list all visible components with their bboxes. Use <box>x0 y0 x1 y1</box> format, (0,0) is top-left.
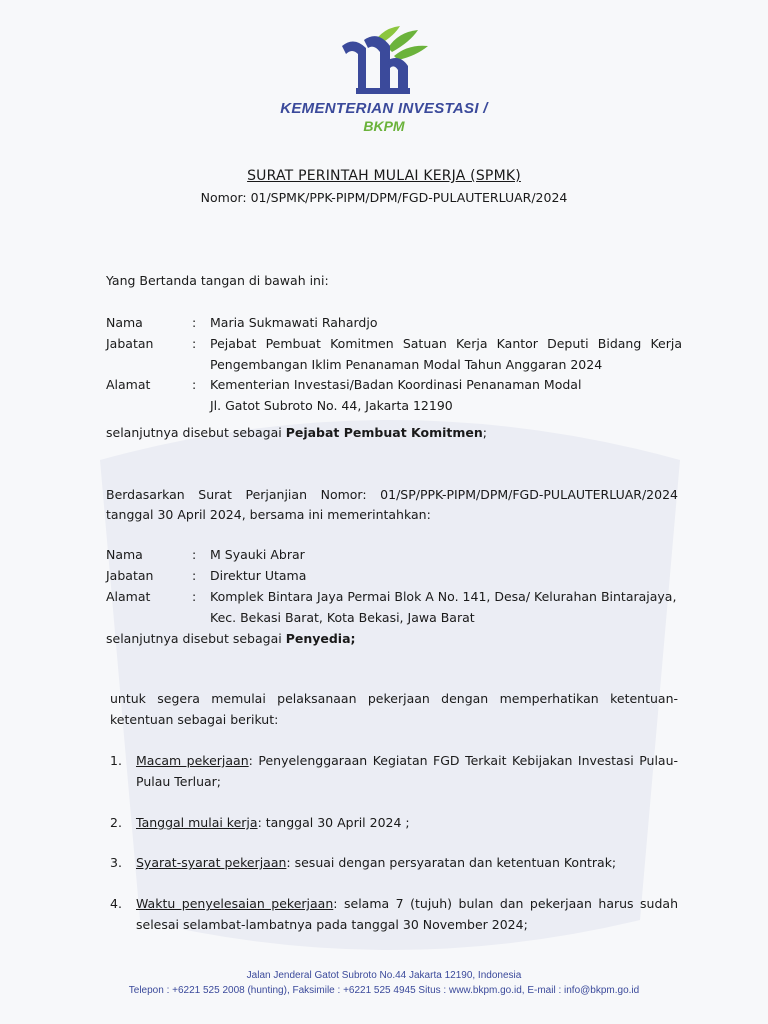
official-address-line1: Kementerian Investasi/Badan Koordinasi Penanaman Modal <box>210 377 582 392</box>
letter-page: KEMENTERIAN INVESTASI / BKPM SURAT PERINTAH MULAI KERJA (SPMK) Nomor: 01/SPMK/PPK-PIPM/DPM/FGD-PULAUTERLUAR/2024 Yang Bertanda tangan di bawah ini: Nama : Maria Sukmawati Rahardjo Jabatan : Pejabat Pembuat Komitmen Satuan Kerja Kantor Deputi Bidang Kerja Pengembangan Iklim Penanaman Modal Tahun Anggaran 2024 Alamat : Kementerian Investasi/Badan Koordinasi Penanaman Modal Jl. Gatot Subroto No. 44, Jakarta 12190 selanjutnya disebut sebagai Pejabat Pembuat Komitmen; Berdasarkan Surat Perjanjian Nomor: 01/SP/PPK-PIPM/DPM/FGD-PULAUTERLUAR/2024 tanggal 30 April 2024, bersama ini memerintahkan: Nama : M Syauki Abrar Jabatan : Direktur Utama Alamat : Komplek Bintara Jaya Permai Blok A No. 141, Desa/ Kelurahan Bintarajaya, Kec. Bekasi Barat, Kota Bekasi, Jawa Barat selanjutnya disebut sebagai Penyedia; untuk segera memulai pelaksanaan pekerjaan dengan memperhatikan ketentuan- ketentuan sebagai berikut: 1. Macam pekerjaan: Penyelenggaraan Kegiatan FGD Terkait Kebijakan Investasi Pulau- Pulau Terluar; 2. Tanggal mulai kerja: tanggal 30 April 2024 ; 3. Syarat-syarat pekerjaan: sesuai dengan persyaratan dan ketentuan Kontrak; 4. Waktu penyelesaian pekerjaan: selama 7 (tujuh) bulan dan pekerjaan harus sudah selesai selambat-lambatnya pada tanggal 30 November 2024; Jalan Jenderal Gatot Subroto No.44 Jakarta 12190, Indonesia Telepon : +6221 525 2008 (hunting), Faksimile : +6221 525 4945 Situs : www.bkpm.go.id, E-mail : info@bkpm.go.id <box>0 0 768 1024</box>
official-position-line2: Pengembangan Iklim Penanaman Modal Tahun Anggaran 2024 <box>210 357 603 372</box>
official-reference: selanjutnya disebut sebagai Pejabat Pembuat Komitmen; <box>106 425 487 440</box>
official-address-line2: Jl. Gatot Subroto No. 44, Jakarta 12190 <box>210 398 453 413</box>
intro-text: Yang Bertanda tangan di bawah ini: <box>106 273 329 288</box>
document-title: SURAT PERINTAH MULAI KERJA (SPMK) <box>247 168 521 184</box>
label: Alamat <box>106 589 151 604</box>
footer-contact: Telepon : +6221 525 2008 (hunting), Faksimile : +6221 525 4945 Situs : www.bkpm.go.id, E-mail : info@bkpm.go.id <box>128 985 640 996</box>
label: Jabatan <box>106 336 154 351</box>
item-term: Syarat-syarat pekerjaan <box>136 855 287 870</box>
label: Jabatan <box>106 568 154 583</box>
instruction-line2: ketentuan sebagai berikut: <box>110 712 279 727</box>
basis-line1: Berdasarkan Surat Perjanjian Nomor: 01/SP/PPK-PIPM/DPM/FGD-PULAUTERLUAR/2024 <box>106 487 678 502</box>
document-number: Nomor: 01/SPMK/PPK-PIPM/DPM/FGD-PULAUTERLUAR/2024 <box>200 190 568 205</box>
official-role: Pejabat Pembuat Komitmen <box>285 425 483 440</box>
official-name: Maria Sukmawati Rahardjo <box>210 315 378 330</box>
item-term: Macam pekerjaan <box>136 753 249 768</box>
provider-address-line1: Komplek Bintara Jaya Permai Blok A No. 141, Desa/ Kelurahan Bintarajaya, <box>210 589 677 604</box>
label: Nama <box>106 315 143 330</box>
label: Nama <box>106 547 143 562</box>
org-name: KEMENTERIAN INVESTASI / <box>280 100 488 117</box>
item-term: Tanggal mulai kerja <box>136 815 258 830</box>
logo <box>0 26 768 96</box>
label: Alamat <box>106 377 151 392</box>
provider-position: Direktur Utama <box>210 568 307 583</box>
provider-name: M Syauki Abrar <box>210 547 305 562</box>
provider-reference: selanjutnya disebut sebagai Penyedia; <box>106 631 356 646</box>
official-position-line1: Pejabat Pembuat Komitmen Satuan Kerja Kantor Deputi Bidang Kerja <box>210 336 682 351</box>
bkpm-logo-icon <box>336 26 432 96</box>
org-abbreviation: BKPM <box>363 118 405 134</box>
provider-address-line2: Kec. Bekasi Barat, Kota Bekasi, Jawa Barat <box>210 610 475 625</box>
instruction-line1: untuk segera memulai pelaksanaan pekerjaan dengan memperhatikan ketentuan- <box>110 691 678 706</box>
item-term: Waktu penyelesaian pekerjaan <box>136 896 334 911</box>
footer-address: Jalan Jenderal Gatot Subroto No.44 Jakarta 12190, Indonesia <box>246 970 522 981</box>
provider-role: Penyedia; <box>285 631 356 646</box>
basis-line2: tanggal 30 April 2024, bersama ini memerintahkan: <box>106 507 431 522</box>
